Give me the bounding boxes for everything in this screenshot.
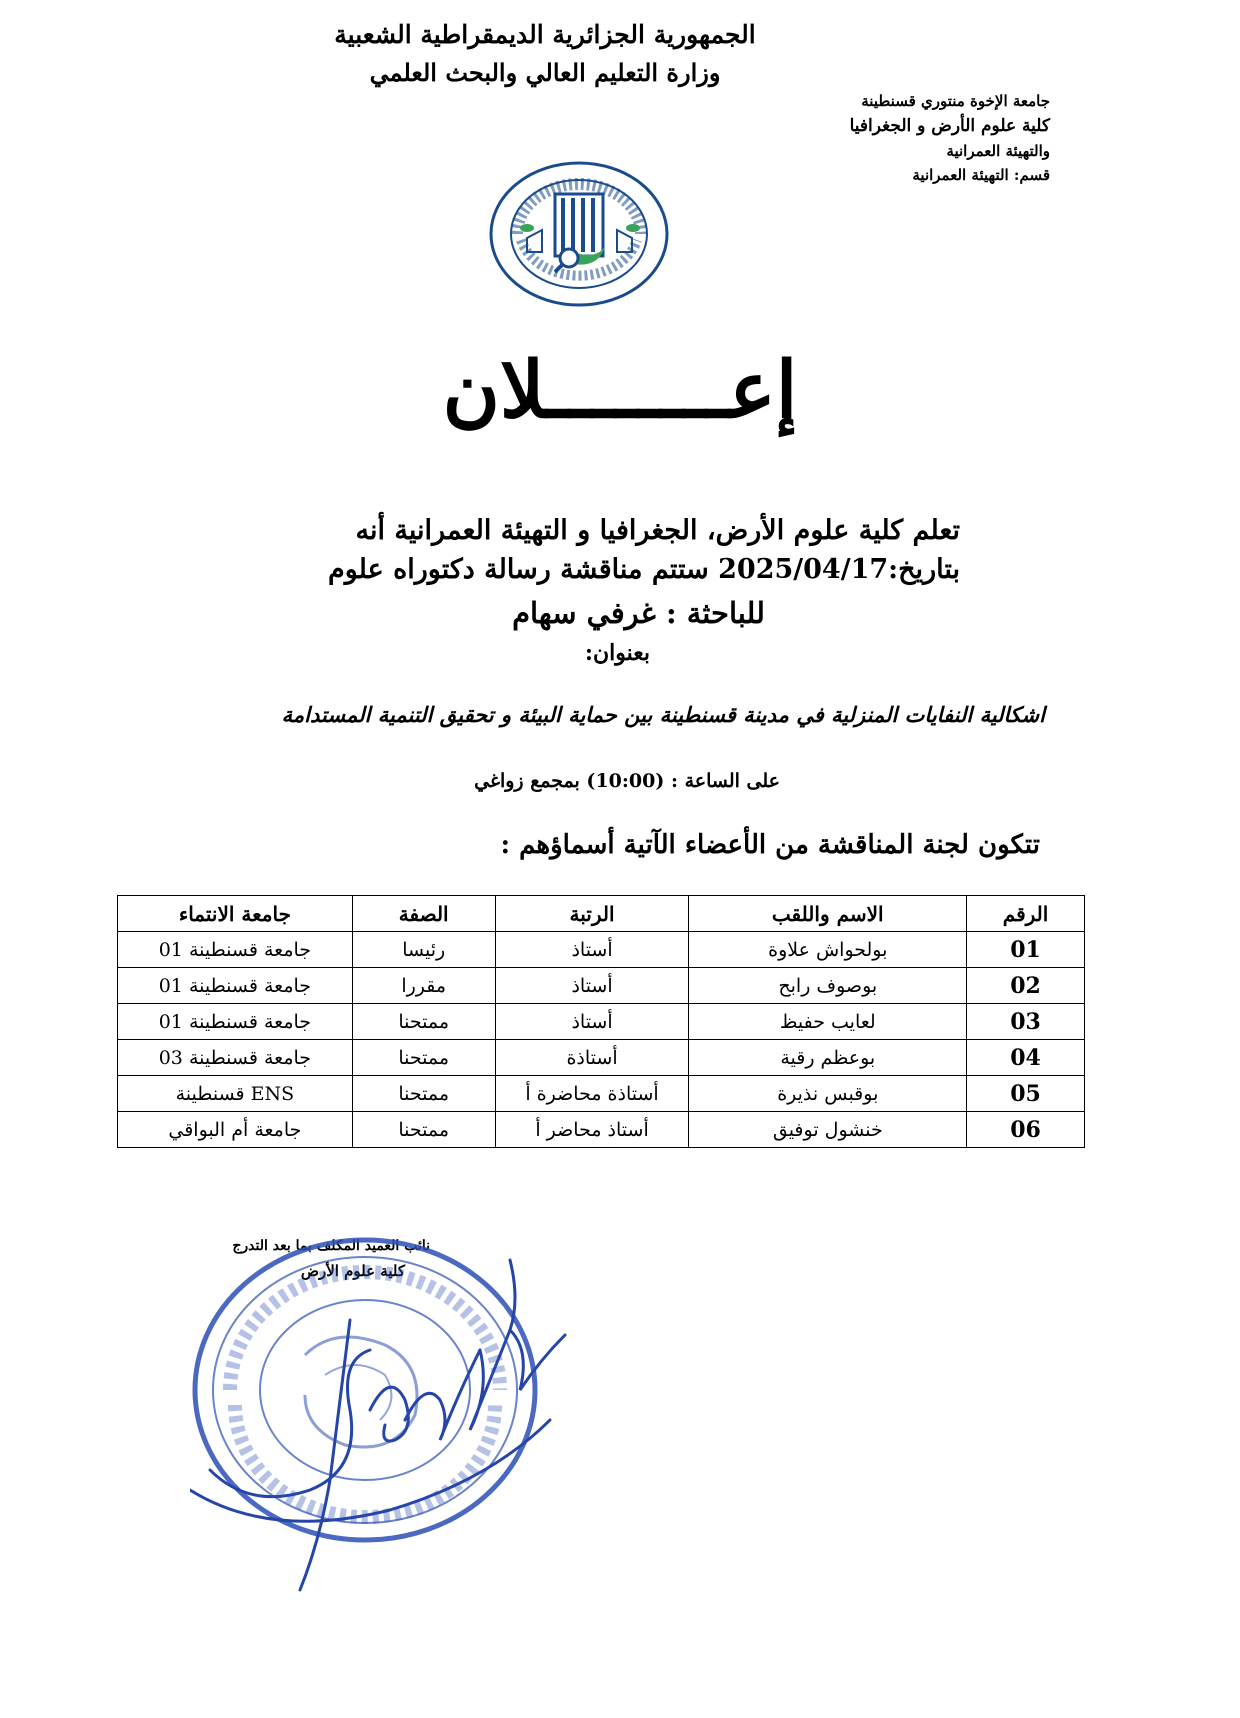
header-role: الصفة — [352, 896, 495, 932]
cell-role: ممتحنا — [352, 1004, 495, 1040]
announcement-line1: تعلم كلية علوم الأرض، الجغرافيا و التهيئة العمرانية أنه — [355, 515, 960, 546]
cell-name: بوقبس نذيرة — [689, 1076, 967, 1112]
announcement-title: إعــــــــلان — [442, 345, 798, 436]
table-row — [118, 1076, 1085, 1112]
cell-num: 02 — [967, 968, 1085, 1004]
announcement-line2: بتاريخ:2025/04/17 ستتم مناقشة رسالة دكتوراه علوم — [327, 554, 960, 585]
thesis-title: اشكالية النفايات المنزلية في مدينة قسنطينة بين حماية البيئة و تحقيق التنمية المستدامة — [281, 702, 1045, 727]
header-grade: الرتبة — [495, 896, 689, 932]
header-name: الاسم واللقب — [689, 896, 967, 932]
jury-table — [117, 895, 1085, 1148]
header-univ: جامعة الانتماء — [118, 896, 353, 932]
cell-name: بوصوف رابح — [689, 968, 967, 1004]
cell-grade: أستاذة محاضرة أ — [495, 1076, 689, 1112]
title-label: بعنوان: — [584, 640, 650, 666]
cell-name: بولحواش علاوة — [689, 932, 967, 968]
cell-num: 05 — [967, 1076, 1085, 1112]
header-num: الرقم — [967, 896, 1085, 932]
cell-univ: ENS قسنطينة — [118, 1076, 353, 1112]
defense-time: على الساعة : (10:00) بمجمع زواغي — [474, 770, 780, 792]
faculty-name-line2: والتهيئة العمرانية — [946, 142, 1050, 160]
table-row — [118, 1004, 1085, 1040]
republic-header: الجمهورية الجزائرية الديمقراطية الشعبية — [334, 20, 756, 49]
cell-num: 03 — [967, 1004, 1085, 1040]
cell-role: ممتحنا — [352, 1112, 495, 1148]
cell-univ: جامعة قسنطينة 01 — [118, 1004, 353, 1040]
signatory-faculty: كلية علوم الأرض — [300, 1262, 405, 1280]
table-row — [118, 1112, 1085, 1148]
cell-role: ممتحنا — [352, 1076, 495, 1112]
cell-univ: جامعة قسنطينة 01 — [118, 932, 353, 968]
faculty-name-line1: كلية علوم الأرض و الجغرافيا — [849, 116, 1050, 136]
signatory-title: نائب العميد المكلف بما بعد التدرج — [232, 1238, 430, 1254]
university-name: جامعة الإخوة منتوري قسنطينة — [861, 92, 1050, 110]
cell-num: 01 — [967, 932, 1085, 968]
cell-univ: جامعة قسنطينة 03 — [118, 1040, 353, 1076]
cell-grade: أستاذ — [495, 968, 689, 1004]
cell-num: 06 — [967, 1112, 1085, 1148]
cell-role: مقررا — [352, 968, 495, 1004]
cell-grade: أستاذ — [495, 1004, 689, 1040]
cell-num: 04 — [967, 1040, 1085, 1076]
cell-name: لعايب حفيظ — [689, 1004, 967, 1040]
cell-name: بوعظم رقية — [689, 1040, 967, 1076]
cell-name: خنشول توفيق — [689, 1112, 967, 1148]
table-row — [118, 932, 1085, 968]
cell-grade: أستاذ — [495, 932, 689, 968]
researcher-name: للباحثة : غرفي سهام — [512, 596, 765, 630]
cell-grade: أستاذ محاضر أ — [495, 1112, 689, 1148]
university-logo-icon — [487, 160, 672, 308]
cell-role: رئيسا — [352, 932, 495, 968]
table-row — [118, 968, 1085, 1004]
cell-role: ممتحنا — [352, 1040, 495, 1076]
cell-grade: أستاذة — [495, 1040, 689, 1076]
cell-univ: جامعة أم البواقي — [118, 1112, 353, 1148]
table-row — [118, 1040, 1085, 1076]
cell-univ: جامعة قسنطينة 01 — [118, 968, 353, 1004]
handwritten-signature-icon — [190, 1240, 580, 1600]
ministry-header: وزارة التعليم العالي والبحث العلمي — [369, 58, 721, 87]
table-header-row — [118, 896, 1085, 932]
jury-intro: تتكون لجنة المناقشة من الأعضاء الآتية أسماؤهم : — [500, 830, 1040, 860]
department-name: قسم: التهيئة العمرانية — [912, 166, 1050, 184]
